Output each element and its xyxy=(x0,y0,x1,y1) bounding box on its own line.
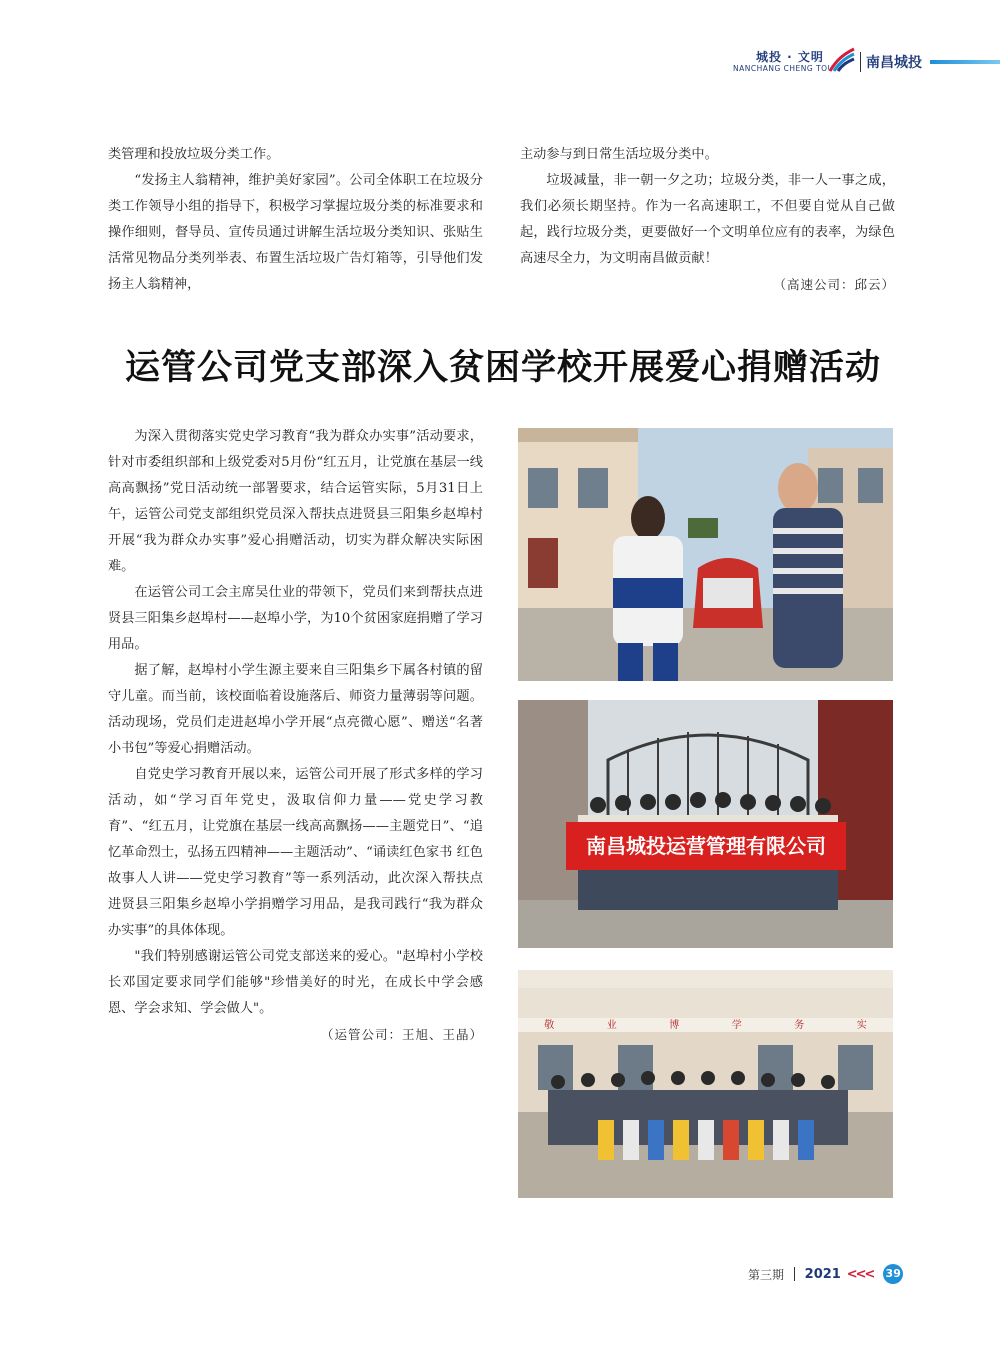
author-signature: （运管公司：王旭、王晶） xyxy=(320,1027,483,1042)
top-right-column xyxy=(520,142,895,298)
article-body xyxy=(108,424,483,1048)
paragraph: 据了解，赵埠村小学生源主要来自三阳集乡下属各村镇的留守儿童。而当前，该校面临着设施落后、师资力量薄弱等问题。活动现场，党员们走进赵埠小学开展“点亮微心愿”、赠送“名著小书包”等爱心捐赠活动。 xyxy=(108,663,483,756)
brand-logo-icon xyxy=(828,47,856,73)
slogan-char: 务 xyxy=(794,1020,805,1031)
slogan-char: 实 xyxy=(856,1020,867,1031)
page-header xyxy=(0,0,1000,90)
header-accent-bar xyxy=(930,60,1000,64)
paragraph: 类管理和投放垃圾分类工作。 xyxy=(108,147,280,162)
issue-label: 第三期 xyxy=(748,1267,785,1282)
brand-english: NANCHANG CHENG TOU xyxy=(733,64,834,73)
photo-group-banner xyxy=(518,700,893,948)
publication-name: 南昌城投 xyxy=(866,55,922,71)
page-number: 39 xyxy=(883,1264,903,1284)
author-signature: （高速公司：邱云） xyxy=(773,277,895,292)
banner-text: 南昌城投运营管理有限公司 xyxy=(586,834,826,858)
paragraph: 自党史学习教育开展以来，运管公司开展了形式多样的学习活动，如“学习百年党史，汲取信仰力量——党史学习教育”、“红五月，让党旗在基层一线高高飘扬——主题党日”、“追忆革命烈士，弘扬五四精神——主题活动”、“诵读红色家书 红色故事人人讲——党史学习教育”等一系列活动，此次深入帮扶点进贤县三阳集乡赵埠小学捐赠学习用品，是我司践行“我为群众办实事”的具体体现。 xyxy=(108,767,483,938)
slogan-char: 敬 xyxy=(544,1020,555,1031)
top-left-column xyxy=(108,142,483,298)
slogan-char: 业 xyxy=(606,1020,617,1031)
photo-students-school xyxy=(518,970,893,1198)
footer-divider xyxy=(794,1267,795,1281)
paragraph: “发扬主人翁精神，维护美好家园”。公司全体职工在垃圾分类工作领导小组的指导下，积极学习掌握垃圾分类的标准要求和操作细则，督导员、宣传员通过讲解生活垃圾分类知识、张贴生活常见物品分类列举表、布置生活垃圾广告灯箱等，引导他们发扬主人翁精神， xyxy=(108,173,483,292)
slogan-char: 学 xyxy=(731,1020,742,1031)
paragraph: 垃圾减量，非一朝一夕之功；垃圾分类，非一人一事之成，我们必须长期坚持。作为一名高速职工，不但要自觉从自己做起，践行垃圾分类，更要做好一个文明单位应有的表率，为绿色高速尽全力，为文明南昌做贡献！ xyxy=(520,173,895,266)
paragraph: "我们特别感谢运管公司党支部送来的爱心。"赵埠村小学校长邓国定要求同学们能够"珍惜美好的时光，在成长中学会感恩、学会求知、学会做人"。 xyxy=(108,949,483,1016)
chevron-left-icon: <<< xyxy=(846,1266,874,1282)
photo-donation-handover xyxy=(518,428,893,681)
header-divider xyxy=(860,52,861,72)
school-slogan xyxy=(518,1019,893,1033)
slogan-char: 博 xyxy=(669,1020,680,1031)
paragraph: 主动参与到日常生活垃圾分类中。 xyxy=(520,147,718,162)
article-title: 运管公司党支部深入贫困学校开展爱心捐赠活动 xyxy=(124,348,881,388)
page-footer xyxy=(748,1264,903,1286)
paragraph: 为深入贯彻落实党史学习教育“我为群众办实事”活动要求，针对市委组织部和上级党委对5月份“红五月，让党旗在基层一线高高飘扬”党日活动统一部署要求，结合运管实际，5月31日上午，运管公司党支部组织党员深入帮扶点进贤县三阳集乡赵埠村开展“我为群众办实事”爱心捐赠活动，切实为群众解决实际困难。 xyxy=(108,429,483,574)
paragraph: 在运管公司工会主席吴仕业的带领下，党员们来到帮扶点进贤县三阳集乡赵埠村——赵埠小学，为10个贫困家庭捐赠了学习用品。 xyxy=(108,585,483,652)
year-label: 2021 xyxy=(804,1266,841,1282)
brand-slogan: 城投 · 文明 xyxy=(756,50,824,64)
